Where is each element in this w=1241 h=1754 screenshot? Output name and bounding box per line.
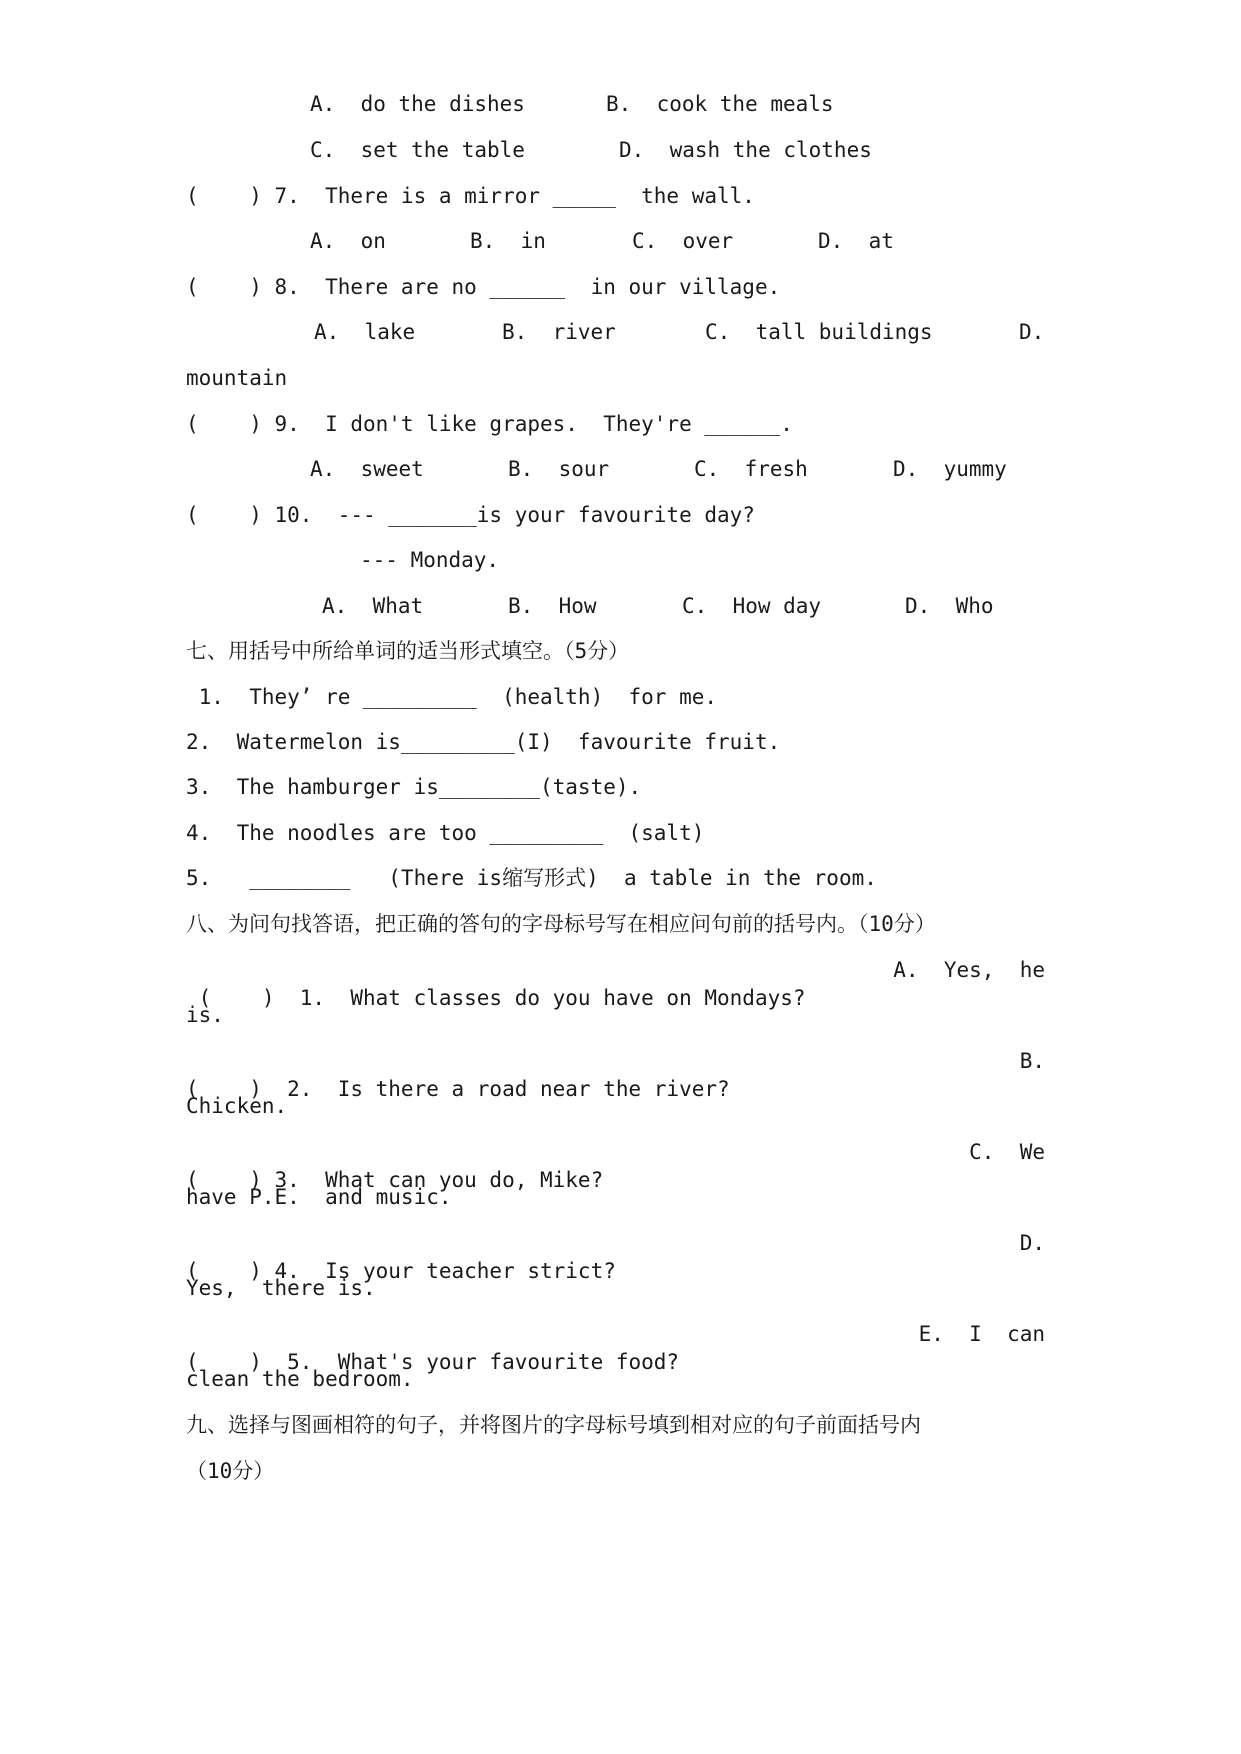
q9-option-c: C. fresh	[694, 457, 808, 481]
q10-option-a: A. What	[322, 594, 424, 618]
section-8-answer-c-wrap: have P.E. and music.	[186, 1185, 452, 1209]
q7-option-c: C. over	[632, 229, 734, 253]
q8-option-d: D.	[1019, 320, 1045, 344]
q10-stem: ( ) 10. --- _______is your favourite day?	[186, 503, 755, 527]
q10-option-b: B. How	[508, 594, 597, 618]
section-8-answer-a: A. Yes, he	[893, 958, 1045, 982]
section-8-answer-d: D.	[1019, 1231, 1045, 1255]
q8-option-b: B. river	[502, 320, 616, 344]
section-8-row-1	[0, 956, 1241, 1010]
section-8-question-1: ( ) 1. What classes do you have on Mondays?	[186, 986, 806, 1010]
q7-stem: ( ) 7. There is a mirror _____ the wall.	[186, 184, 755, 208]
section-8-answer-c: C. We	[969, 1140, 1045, 1164]
q9-option-d: D. yummy	[893, 457, 1007, 481]
q8-option-c: C. tall buildings	[705, 320, 933, 344]
section-8-question-5: ( ) 5. What's your favourite food?	[186, 1350, 680, 1374]
section-8-question-2: ( ) 2. Is there a road near the river?	[186, 1077, 730, 1101]
q9-stem: ( ) 9. I don't like grapes. They're ______.	[186, 412, 793, 436]
section-8-title: 八、为问句找答语，把正确的答句的字母标号写在相应问句前的括号内。（10分）	[186, 912, 936, 936]
section-7-item-1: 1. They’ re _________ (health) for me.	[186, 685, 718, 709]
q7-option-b: B. in	[470, 229, 546, 253]
section-7-title: 七、用括号中所给单词的适当形式填空。（5分）	[186, 639, 630, 663]
q10-option-c: C. How day	[682, 594, 822, 618]
section-8-answer-e-wrap: clean the bedroom.	[186, 1367, 414, 1391]
section-9-score: （10分）	[186, 1459, 275, 1483]
section-8-row-2	[0, 1047, 1241, 1101]
q10-answer-line: --- Monday.	[360, 548, 500, 572]
q6-option-a: A. do the dishes	[310, 92, 525, 116]
section-7-item-3: 3. The hamburger is________(taste).	[186, 775, 642, 799]
q6-option-d: D. wash the clothes	[619, 138, 872, 162]
section-8-answer-a-wrap: is.	[186, 1003, 224, 1027]
section-8-answer-b: B.	[1019, 1049, 1045, 1073]
section-7-item-2: 2. Watermelon is_________(I) favourite fruit.	[186, 730, 781, 754]
q6-option-b: B. cook the meals	[606, 92, 834, 116]
q7-option-d: D. at	[818, 229, 894, 253]
q9-option-a: A. sweet	[310, 457, 424, 481]
section-8-answer-e: E. I can	[918, 1322, 1045, 1346]
section-8-row-4	[0, 1229, 1241, 1283]
q6-option-c: C. set the table	[310, 138, 525, 162]
q8-option-d-wrap: mountain	[186, 366, 288, 390]
section-9-title: 九、选择与图画相符的句子，并将图片的字母标号填到相对应的句子前面括号内	[186, 1413, 921, 1437]
section-8-question-3: ( ) 3. What can you do, Mike?	[186, 1168, 604, 1192]
section-8-row-5	[0, 1320, 1241, 1374]
section-8-answer-b-wrap: Chicken.	[186, 1094, 288, 1118]
q7-option-a: A. on	[310, 229, 386, 253]
section-8-answer-d-wrap: Yes, there is.	[186, 1276, 376, 1300]
section-7-item-5: 5. ________ (There is缩写形式) a table in the room.	[186, 866, 877, 890]
q8-stem: ( ) 8. There are no ______ in our village.	[186, 275, 781, 299]
q8-option-a: A. lake	[314, 320, 416, 344]
q9-option-b: B. sour	[508, 457, 610, 481]
section-7-item-4: 4. The noodles are too _________ (salt)	[186, 821, 705, 845]
section-8-row-3	[0, 1138, 1241, 1192]
q10-option-d: D. Who	[905, 594, 994, 618]
section-8-question-4: ( ) 4. Is your teacher strict?	[186, 1259, 616, 1283]
